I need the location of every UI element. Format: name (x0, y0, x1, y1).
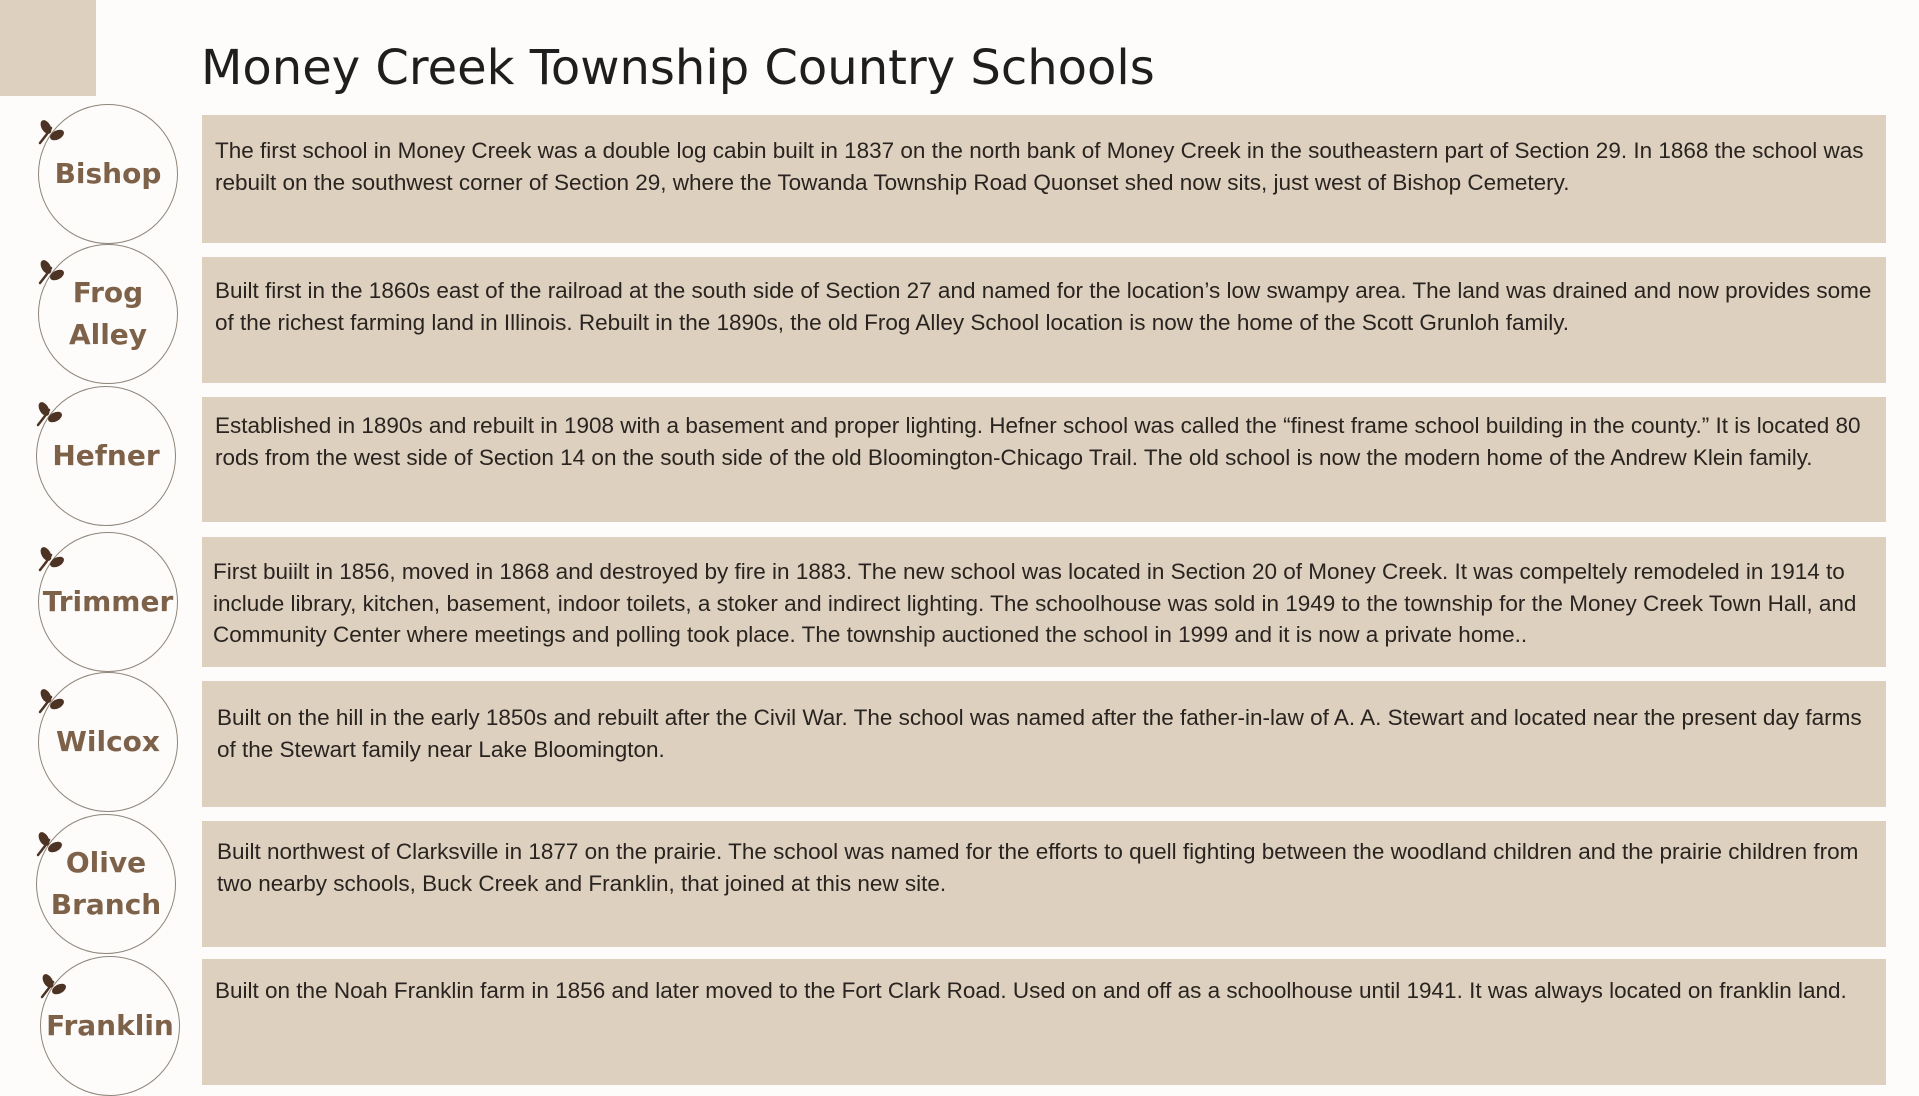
school-description-box (202, 115, 1886, 243)
school-name: Frog Alley (68, 276, 148, 351)
school-description-box (202, 681, 1886, 807)
school-description-box (202, 537, 1886, 667)
leaf-icon (36, 544, 66, 574)
school-description-box (202, 821, 1886, 947)
school-description: Built northwest of Clarksville in 1877 on the prairie. The school was named for the efforts to quell fighting between the woodland children and the prairie children from two nearby schools, Buck Creek and Franklin, that joined at this new site. (217, 839, 1859, 896)
school-name: Wilcox (56, 725, 160, 758)
school-name: Trimmer (42, 585, 174, 618)
leaf-icon (34, 399, 64, 429)
leaf-icon (36, 686, 66, 716)
school-description: First buiilt in 1856, moved in 1868 and destroyed by fire in 1883. The new school was located in Section 20 of Money Creek. It was compeltely remodeled in 1914 to include library, kitchen, basement, indoor toilets, a stoker and indirect lighting. The schoolhouse was sold in 1949 to the township for the Money Creek Town Hall, and Community Center where meetings and polling took place. The township auctioned the school in 1999 and it is now a private home.. (213, 559, 1857, 647)
school-description-box (202, 257, 1886, 383)
leaf-icon (38, 971, 68, 1001)
leaf-icon (34, 829, 64, 859)
page-title: Money Creek Township Country Schools (201, 40, 1155, 96)
leaf-icon (36, 257, 66, 287)
school-description: Built on the hill in the early 1850s and rebuilt after the Civil War. The school was named after the father-in-law of A. A. Stewart and located near the present day farms of the Stewart family near Lake Bloomington. (217, 705, 1862, 762)
school-description-box (202, 959, 1886, 1085)
school-description: Built first in the 1860s east of the railroad at the south side of Section 27 and named for the location’s low swampy area. The land was drained and now provides some of the richest farming land in Illinois. Rebuilt in the 1890s, the old Frog Alley School location is now the home of the Scott Grunloh family. (215, 278, 1872, 335)
school-description-box (202, 397, 1886, 522)
school-name: Bishop (54, 157, 162, 190)
leaf-icon (36, 117, 66, 147)
school-name: Franklin (46, 1009, 174, 1042)
school-description: The first school in Money Creek was a double log cabin built in 1837 on the north bank of Money Creek in the southeastern part of Section 29. In 1868 the school was rebuilt on the southwest corner of Section 29, where the Towanda Township Road Quonset shed now sits, just west of Bishop Cemetery. (215, 138, 1864, 195)
school-description: Established in 1890s and rebuilt in 1908 with a basement and proper lighting. Hefner school was called the “finest frame school building in the county.” It is located 80 rods from the west side of Section 14 on the south side of the old Bloomington-Chicago Trail. The old school is now the modern home of the Andrew Klein family. (215, 413, 1861, 470)
school-description: Built on the Noah Franklin farm in 1856 and later moved to the Fort Clark Road. Used on and off as a schoolhouse until 1941. It was always located on franklin land. (215, 978, 1847, 1003)
school-name: Hefner (52, 439, 160, 472)
school-name: Olive Branch (50, 846, 162, 921)
